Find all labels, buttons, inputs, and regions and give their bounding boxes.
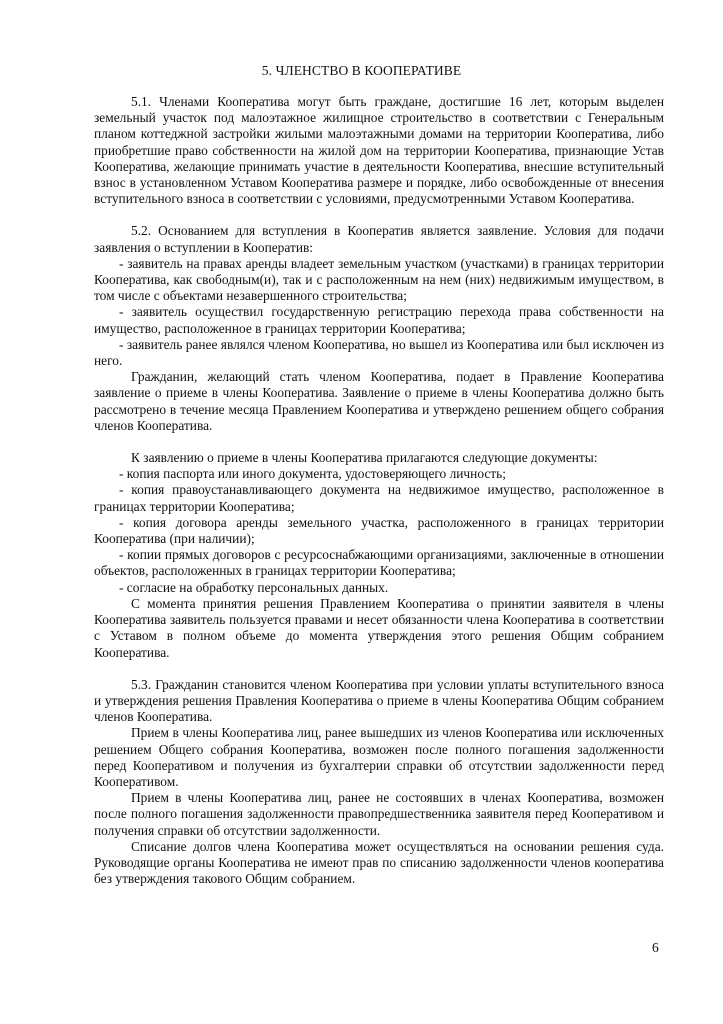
list-item: - заявитель на правах аренды владеет земельным участком (участками) в границах территории Кооператива, как свободным(и), так и с расположенным на нем (них) недвижимым имуществом, в том числе с объектами незавершенного строительства;	[94, 255, 664, 304]
paragraph-debt-writeoff: Списание долгов члена Кооператива может осуществляться на основании решения суда. Руководящие органы Кооператива не имеют прав по списанию задолженности членов кооператива без утверждения такового Общим собранием.	[94, 838, 664, 887]
list-item: - копия правоустанавливающего документа на недвижимое имущество, расположенное в границах территории Кооператива;	[94, 482, 664, 514]
paragraph-5-3: 5.3. Гражданин становится членом Кооператива при условии уплаты вступительного взноса и утверждения решения Правления Кооператива о приеме в члены Кооператива Общим собранием членов Кооператива.	[94, 676, 664, 725]
list-item: - копия паспорта или иного документа, удостоверяющего личность;	[119, 466, 506, 482]
page-number: 6	[652, 940, 659, 955]
list-item: - копия договора аренды земельного участка, расположенного в границах территории Кооператива (при наличии);	[94, 514, 664, 547]
list-item: - заявитель осуществил государственную регистрацию перехода права собственности на имущество, расположенное в границах территории Кооператива;	[94, 304, 664, 336]
list-item: - согласие на обработку персональных данных.	[119, 579, 389, 595]
paragraph-5-1: 5.1. Членами Кооператива могут быть граждане, достигшие 16 лет, которым выделен земельный участок под малоэтажное жилищное строительство в соответствии с Генеральным планом коттеджной застройки жилыми малоэтажными домами на территории Кооператива, либо приобретшие право собственности на жилой дом на территории Кооператива, признающие Устав Кооператива, желающие принимать участие в деятельности Кооператива, внесшие вступительный взнос в установленном Уставом Кооператива размере и порядке, либо освобожденные от внесения вступительного взноса в соответствии с условиями, предусмотренными Уставом Кооператива.	[94, 94, 664, 207]
paragraph-readmission: Прием в члены Кооператива лиц, ранее вышедших из членов Кооператива или исключенных решением Общего собрания Кооператива, возможен после полного погашения задолженности перед Кооперативом и получения из бухгалтерии справки об отсутствии задолженности перед Кооперативом.	[94, 725, 664, 789]
list-item: - заявитель ранее являлся членом Кооператива, но вышел из Кооператива или был исключен из него.	[94, 336, 664, 369]
paragraph-5-2: 5.2. Основанием для вступления в Кооператив является заявление. Условия для подачи заявления о вступлении в Кооператив:	[94, 223, 664, 255]
paragraph-decision-moment: С момента принятия решения Правлением Кооператива о принятии заявителя в члены Кооператива заявитель пользуется правами и несет обязанности члена Кооператива в соответствии с Уставом в полном объеме до момента утверждения этого решения Общим собранием Кооператива.	[94, 595, 664, 660]
section-title: 5. ЧЛЕНСТВО В КООПЕРАТИВЕ	[261, 63, 462, 78]
paragraph-citizen-application: Гражданин, желающий стать членом Кооператива, подает в Правление Кооператива заявление о приеме в члены Кооператива. Заявление о приеме в члены Кооператива должно быть рассмотрено в течение месяца Правлением Кооператива и утверждено решением общего собрания членов Кооператива.	[94, 369, 664, 433]
paragraph-documents-intro: К заявлению о приеме в члены Кооператива прилагаются следующие документы:	[131, 450, 598, 466]
list-item: - копии прямых договоров с ресурсоснабжающими организациями, заключенные в отношении объектов, расположенных в границах территории Кооператива;	[94, 547, 664, 579]
section-body	[94, 94, 664, 887]
paragraph-new-members: Прием в члены Кооператива лиц, ранее не состоявших в членах Кооператива, возможен после полного погашения задолженности правопредшественника заявителя перед Кооперативом и получения справки об отсутствии задолженности.	[94, 790, 664, 838]
